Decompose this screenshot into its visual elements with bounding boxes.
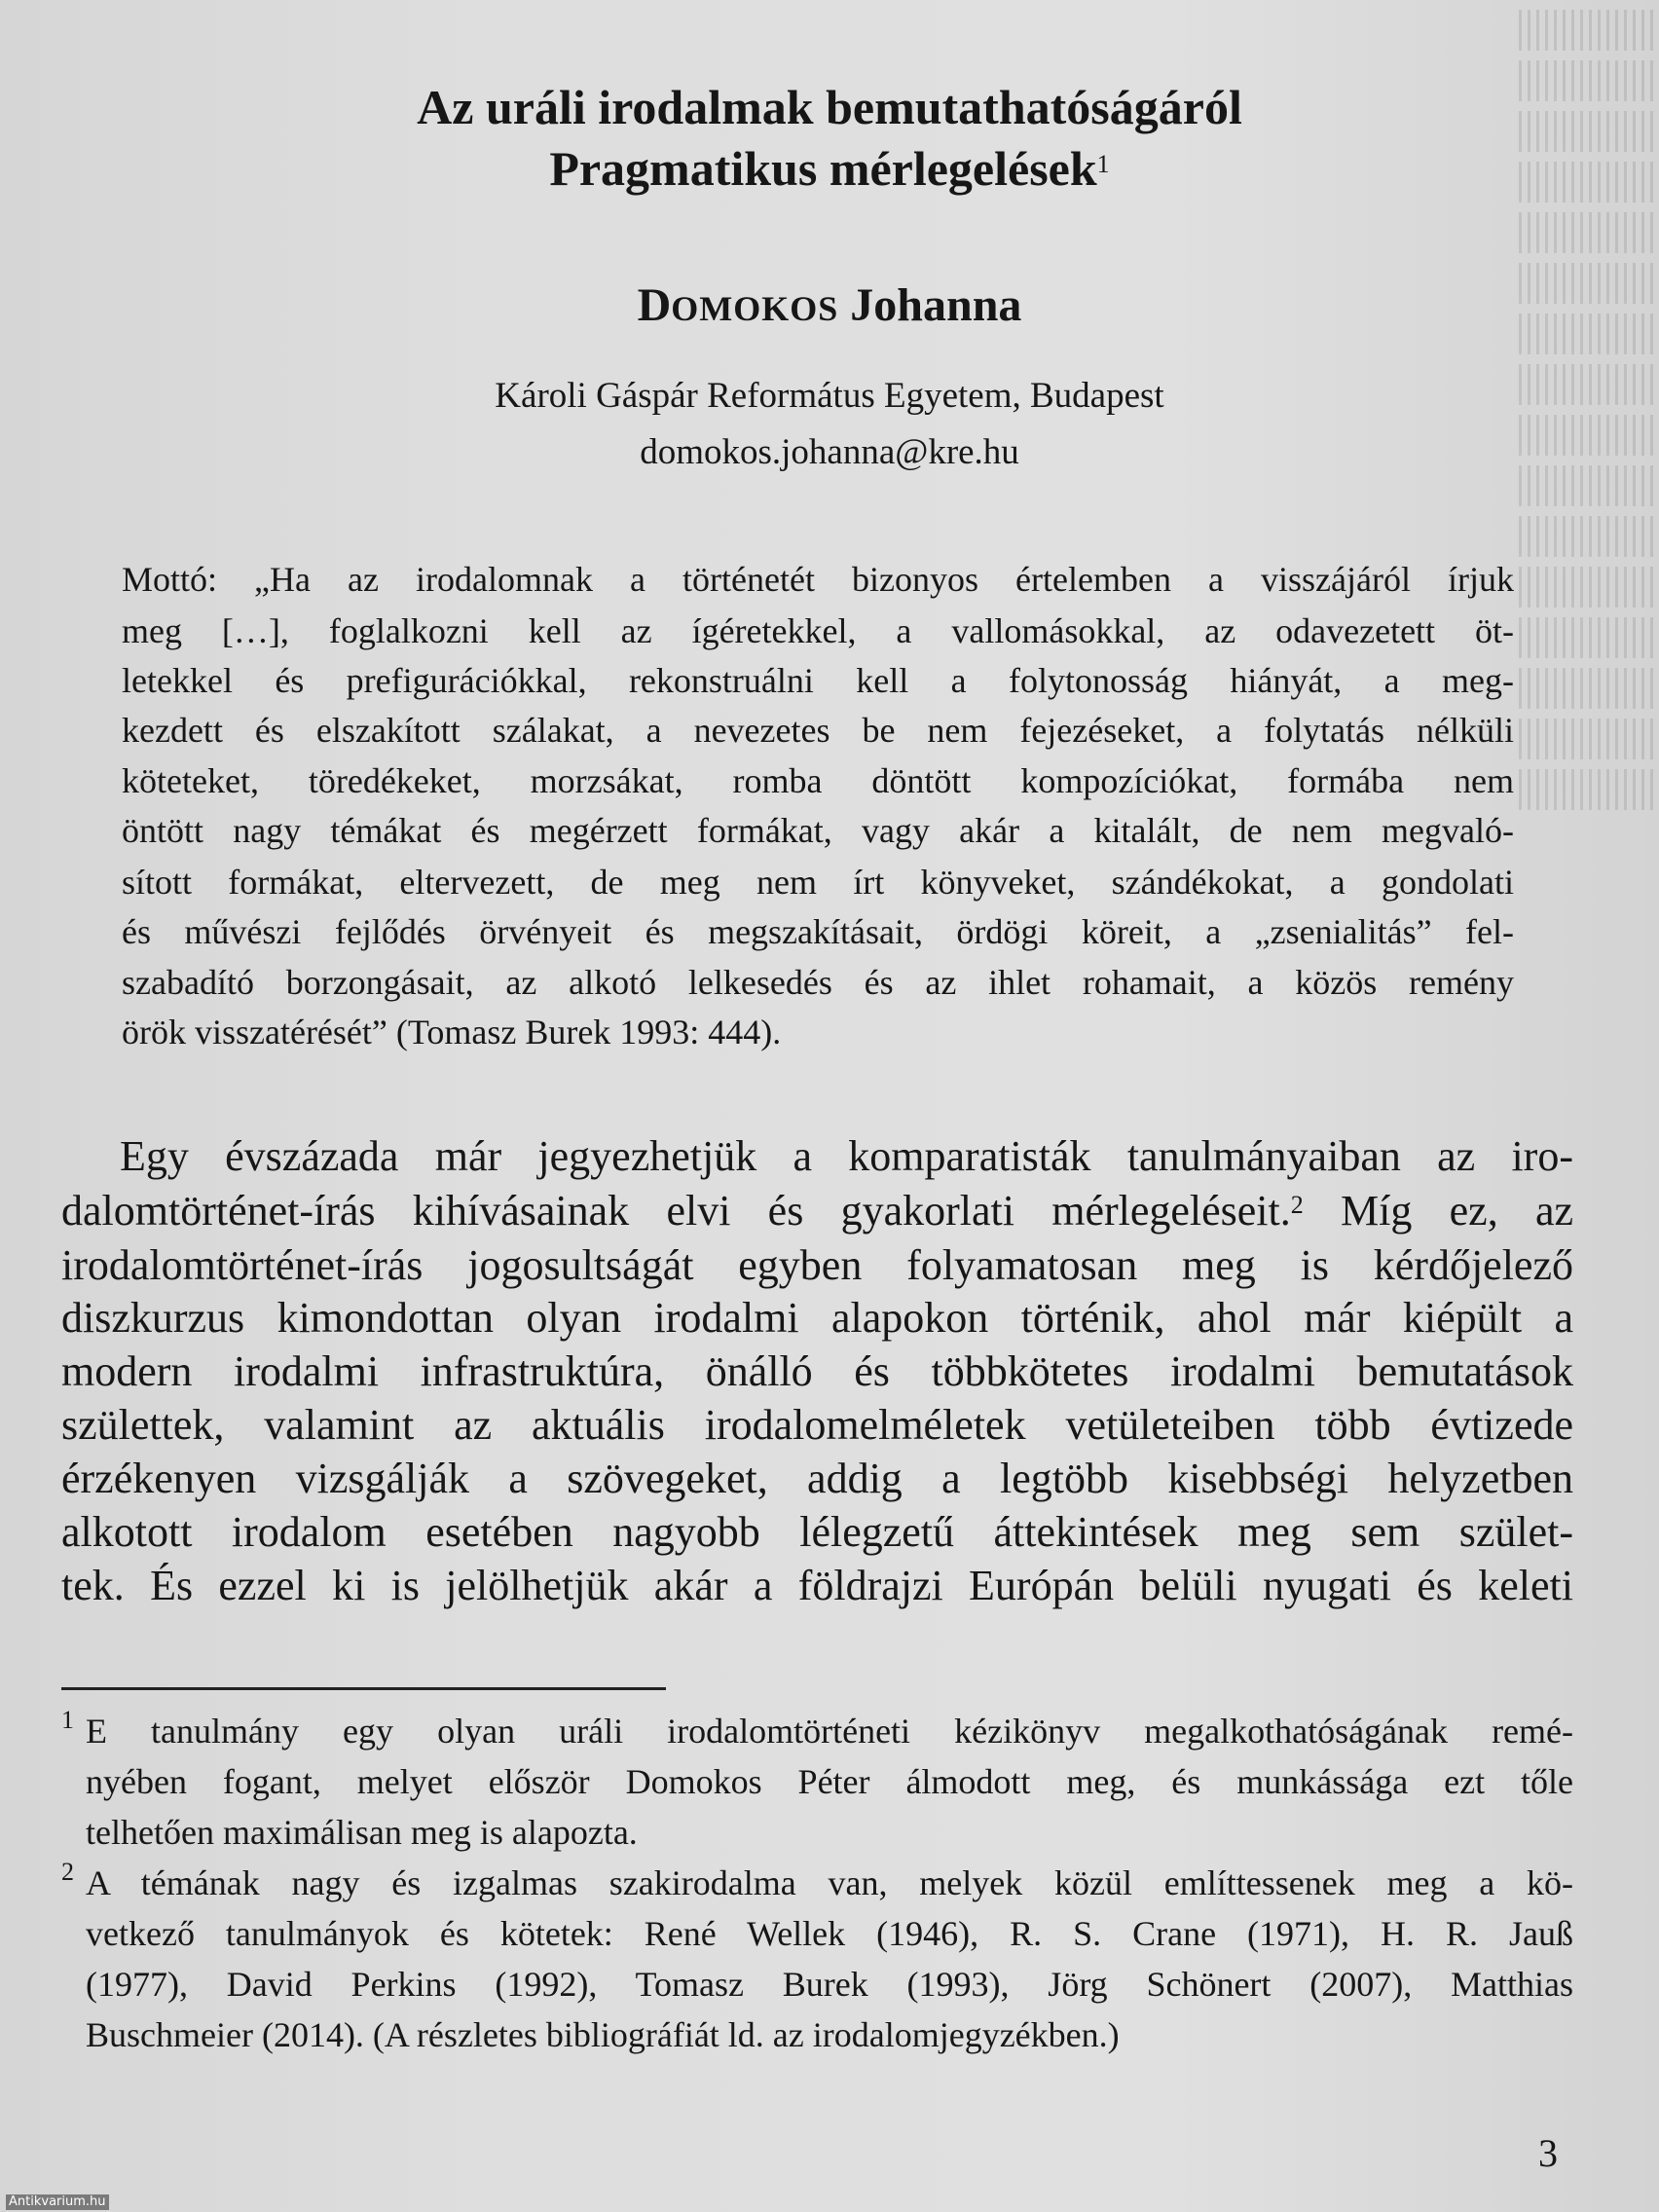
author-email: domokos.johanna@kre.hu xyxy=(640,432,1019,472)
motto-line: öntött nagy témákat és megérzett formákat, vagy akár a kitalált, de nem megvaló- xyxy=(122,811,1514,850)
motto-line: sított formákat, eltervezett, de meg nem írt könyveket, szándékokat, a gondolati xyxy=(122,863,1514,902)
footnote-line: vetkező tanulmányok és kötetek: René Wellek (1946), R. S. Crane (1971), H. R. Jauß xyxy=(86,1914,1573,1953)
motto-line: szabadító borzongásait, az alkotó lelkesedés és az ihlet rohamait, a közös remény xyxy=(122,963,1514,1002)
footnote-ref: 2 xyxy=(1290,1191,1304,1219)
footnote-line: E tanulmány egy olyan uráli irodalomtörténeti kézikönyv megalkothatóságának remé- xyxy=(86,1712,1573,1751)
watermark: Antikvarium.hu xyxy=(6,2194,109,2210)
body-line: tek. És ezzel ki is jelölhetjük akár a földrajzi Európán belüli nyugati és keleti xyxy=(61,1562,1573,1609)
footnote-line: Buschmeier (2014). (A részletes bibliográfiát ld. az irodalomjegyzékben.) xyxy=(86,2015,1120,2054)
motto-line: meg […], foglalkozni kell az ígéretekkel, a vallomásokkal, az odavezetett öt- xyxy=(122,611,1514,650)
motto-line: kezdett és elszakított szálakat, a nevezetes be nem fejezéseket, a folytatás nélküli xyxy=(122,711,1514,750)
body-line: születtek, valamint az aktuális irodalomelméletek vetületeiben több évtizede xyxy=(61,1401,1573,1449)
footnote-line: nyében fogant, melyet először Domokos Péter álmodott meg, és munkássága ezt tőle xyxy=(86,1762,1573,1801)
body-line: Egy évszázada már jegyezhetjük a komparatisták tanulmányaiban az iro- xyxy=(120,1132,1573,1180)
footnote-line: (1977), David Perkins (1992), Tomasz Burek (1993), Jörg Schönert (2007), Matthias xyxy=(86,1965,1573,2004)
author-name: DOMOKOS Johanna xyxy=(637,279,1022,331)
motto-line: és művészi fejlődés örvényeit és megszakításait, ördögi köreit, a „zsenialitás” fel- xyxy=(122,912,1514,951)
footnote-line: telhetően maximálisan meg is alapozta. xyxy=(86,1813,638,1852)
footnote-separator xyxy=(61,1687,666,1690)
motto-line: köteteket, töredékeket, morzsákat, romba döntött kompozíciókat, formába nem xyxy=(122,761,1514,800)
motto-line: letekkel és prefigurációkkal, rekonstruálni kell a folytonosság hiányát, a meg- xyxy=(122,661,1514,700)
author-institution: Károli Gáspár Református Egyetem, Budapest xyxy=(495,376,1164,416)
body-line: diszkurzus kimondottan olyan irodalmi alapokon történik, ahol már kiépült a xyxy=(61,1294,1573,1342)
body-line: modern irodalmi infrastruktúra, önálló és többkötetes irodalmi bemutatások xyxy=(61,1347,1573,1395)
body-line: alkotott irodalom esetében nagyobb lélegzetű áttekintések meg sem szület- xyxy=(61,1508,1573,1556)
body-line: irodalomtörténet-írás jogosultságát egyben folyamatosan meg is kérdőjelező xyxy=(61,1241,1573,1289)
motto-line: örök visszatérését” (Tomasz Burek 1993: 444). xyxy=(122,1013,782,1051)
body-line: dalomtörténet-írás kihívásainak elvi és gyakorlati mérlegeléseit.$^2$ Míg ez, az xyxy=(61,1187,1574,1235)
footnote-number: 1 xyxy=(61,1706,74,1734)
article-title-line-2: Pragmatikus mérlegelések$^1$ xyxy=(549,141,1110,196)
motto-line: Mottó: „Ha az irodalomnak a történetét bizonyos értelemben a visszájáról írjuk xyxy=(122,560,1514,599)
title-footnote-ref: 1 xyxy=(1096,150,1110,178)
article-title-line-1: Az uráli irodalmak bemutathatóságáról xyxy=(417,80,1242,134)
footnote-line: A témának nagy és izgalmas szakirodalma van, melyek közül említtessenek meg a kö- xyxy=(86,1863,1573,1902)
body-line: érzékenyen vizsgálják a szövegeket, addig a legtöbb kisebbségi helyzetben xyxy=(61,1455,1573,1502)
page-number: 3 xyxy=(1538,2131,1558,2175)
footnote-number: 2 xyxy=(61,1858,74,1886)
